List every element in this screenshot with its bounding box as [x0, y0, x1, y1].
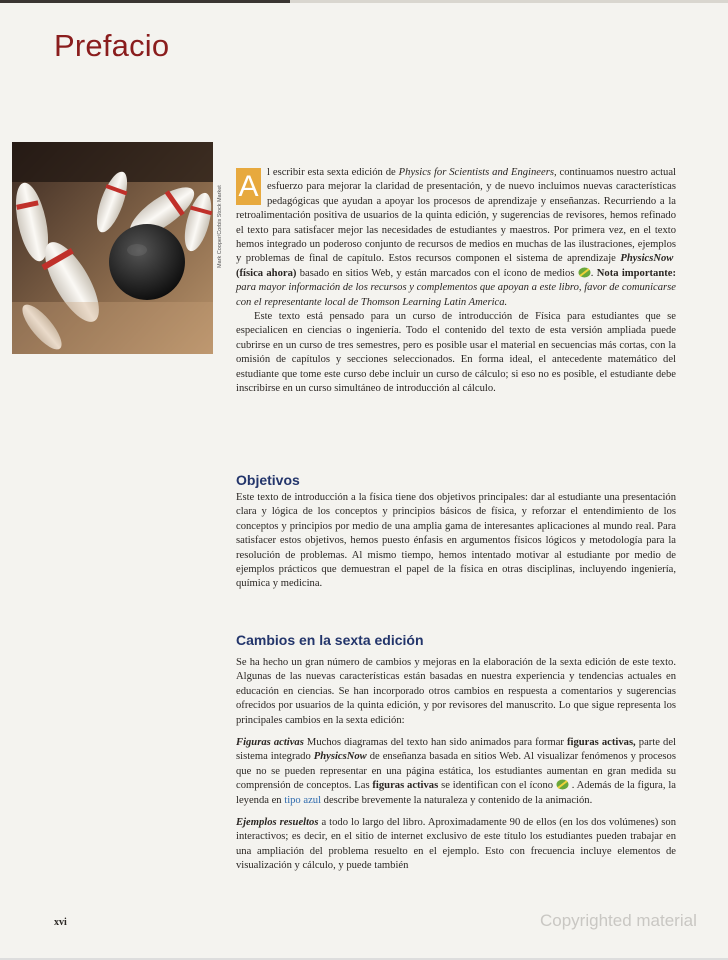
ejemplos-resueltos-paragraph: Ejemplos resueltos a todo lo largo del libro. Aproximadamente 90 de ellos (en los dos volúmenes) son interactivos; es decir, en el sitio de internet exclusivo de este título los estudiantes pueden trabajar en una ampliación del problema resuelto en el ejemplo. Esto con frecuencia incluye elementos de visualización y cálculo, y puede también	[236, 817, 677, 872]
cambios-paragraph: Se ha hecho un gran número de cambios y mejoras en la elaboración de la sexta edición de este texto. Algunas de las nuevas características están basadas en nuestra experiencia y tendencias actuales en educación en ciencias. Se han incorporado otros cambios en respuesta a comentarios y sugerencias ofrecidos por usuarios de la quinta edición, y por revisores del manuscrito. Lo que sigue representa los principales cambios en la sexta edición:	[236, 657, 676, 726]
intro-section	[236, 166, 676, 397]
photo-credit: Mark Cooper/Corbis Stock Market	[217, 185, 223, 268]
ejemplos-resueltos-lead: Ejemplos resueltos	[236, 817, 319, 829]
media-icon	[578, 267, 591, 278]
note-label: Nota importante:	[596, 267, 676, 279]
page-number: xvi	[54, 917, 67, 928]
figuras-activas-paragraph: Figuras activas Muchos diagramas del texto han sido animados para formar figuras activas, parte del sistema integrado PhysicsNow de enseñanza basada en sitios Web. Al visualizar fenómenos y procesos que no se pueden representar en una página estática, los estudiantes aumentan en gran medida su comprensión de conceptos. Las figuras activas se identifican con el ícono . Además de la figura, la leyenda en tipo azul describe brevemente la naturaleza y contenido de la animación.	[236, 737, 676, 806]
page-title: Prefacio	[54, 28, 170, 63]
bowling-photo	[12, 142, 213, 354]
objetivos-heading: Objetivos	[236, 472, 300, 488]
cambios-heading: Cambios en la sexta edición	[236, 632, 424, 648]
intro-paragraph-2: Este texto está pensado para un curso de introducción de Física para estudiantes que se especialicen en ciencias o ingeniería. Todo el contenido del texto de esta versión ampliada puede cubrirse en un curso de tres semestres, pero es posible usar el material en secuencias más cortas, con la omisión de capítulos y secciones seleccionados. En forma ideal, el antecedente matemático del estudiante que tome este curso debe incluir un curso de cálculo; si eso no es posible, el estudiante debe inscribirse en un curso simultáneo de introducción al cálculo.	[236, 311, 676, 395]
drop-cap: A	[236, 168, 261, 205]
active-figure-icon	[556, 779, 569, 790]
physicsnow-brand-2: PhysicsNow	[313, 751, 367, 763]
figuras-activas-lead: Figuras activas	[236, 737, 304, 749]
book-title: Physics for Scientists and Engineers,	[398, 167, 557, 178]
copyright-watermark: Copyrighted material	[540, 911, 697, 930]
intro-paragraph-1: A l escribir esta sexta edición de Physics for Scientists and Engineers, continuamos nuestro actual esfuerzo para mejorar la claridad de presentación, y de nuevo incluimos nuevas características pedagógicas que ayudan a apoyar los procesos de aprendizaje y enseñanzas. Recurriendo a la retroalimentación positiva de usuarios de la quinta edición, y sugerencias de revisores, hemos refinado el texto para satisfacer mejor las necesidades de estudiantes y maestros. Por primera vez, en el texto hemos integrado un poderoso conjunto de recursos de medios en muchas de las ilustraciones, ejemplos y problemas de final de capítulo. Estos recursos componen el sistema de aprendizaje PhysicsNow (física ahora) basado en sitios Web, y están marcados con el ícono de medios . Nota importante: para mayor información de los recursos y complementos que apoyan a este libro, favor de comunicarse con el representante local de Thomson Learning Latin America.	[236, 167, 676, 308]
tipo-azul-text: tipo azul	[284, 794, 322, 806]
objetivos-paragraph: Este texto de introducción a la física tiene dos objetivos principales: dar al estudiante una presentación clara y lógica de los conceptos y principios básicos de física, y reforzar el entendimiento de los conceptos y principios por medio de una amplia gama de interesantes aplicaciones al mundo real. Para satisfacer estos objetivos, hemos puesto énfasis en argumentos físicos lógicos y metodología para la resolución de problemas. Al mismo tiempo, hemos intentado motivar al estudiante por medio de ejemplos prácticos que demuestran el papel de la física en otras disciplinas, incluyendo ingeniería, química y medicina.	[236, 492, 676, 590]
cambios-section	[236, 656, 676, 874]
objetivos-section	[236, 491, 676, 592]
top-dark-bar	[0, 0, 290, 3]
physicsnow-brand: PhysicsNow	[620, 253, 674, 265]
